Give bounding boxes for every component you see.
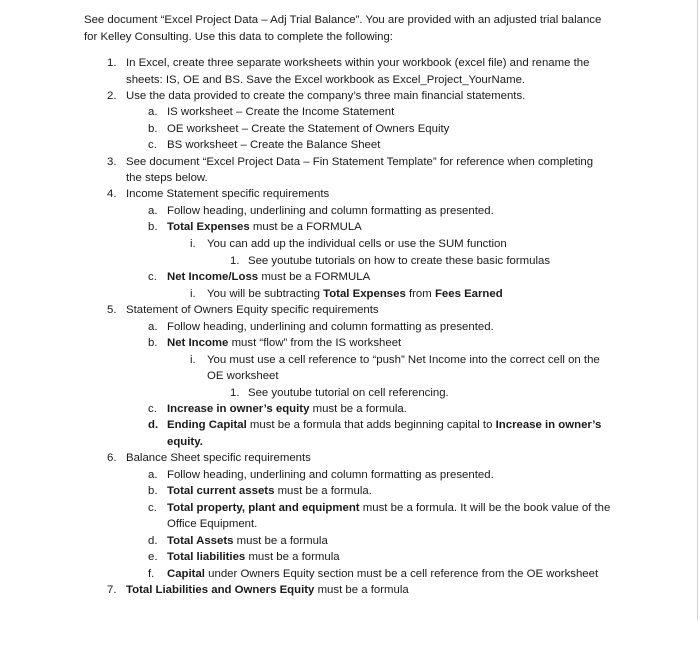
bold-term: Total Liabilities and Owners Equity xyxy=(126,584,315,596)
list-item-text xyxy=(126,582,409,599)
text-run: See youtube tutorial on cell referencing. xyxy=(248,387,449,399)
list-marker: 3. xyxy=(107,156,117,168)
list-marker: a. xyxy=(148,469,158,481)
text-run: must be a formula xyxy=(245,551,340,563)
bold-term: Increase in owner’s equity xyxy=(167,403,310,415)
bold-term: Total current assets xyxy=(167,485,275,497)
list-item-text xyxy=(167,483,372,500)
list-item-text xyxy=(126,186,329,203)
text-run: must be a formula xyxy=(314,584,409,596)
list-marker: 4. xyxy=(107,188,117,200)
list-marker: b. xyxy=(148,337,158,349)
text-run: You must use a cell reference to “push” Net Income into the correct cell on the xyxy=(207,354,600,366)
list-marker: 6. xyxy=(107,452,117,464)
list-item-text xyxy=(167,104,394,121)
list-item-text xyxy=(207,352,600,369)
list-marker: d. xyxy=(148,419,159,431)
bold-term: Net Income/Loss xyxy=(167,271,259,283)
text-run: Income Statement specific requirements xyxy=(126,188,330,200)
bold-term: Total Expenses xyxy=(323,288,406,300)
list-marker: i. xyxy=(190,238,196,250)
bold-term: Net Income xyxy=(167,337,229,349)
text-run: must be a formula that adds beginning capital to xyxy=(246,419,496,431)
text-run: In Excel, create three separate worksheets within your workbook (excel file) and rename the xyxy=(126,57,590,69)
list-marker: a. xyxy=(148,321,158,333)
list-marker: 2. xyxy=(107,90,117,102)
list-marker: 1. xyxy=(107,57,117,69)
text-run: Follow heading, underlining and column formatting as presented. xyxy=(167,469,494,481)
intro-line: for Kelley Consulting. Use this data to complete the following: xyxy=(84,31,393,43)
text-run: OE worksheet – Create the Statement of Owners Equity xyxy=(167,123,450,135)
list-item-text xyxy=(167,467,494,484)
list-item-text xyxy=(207,236,507,253)
list-marker: b. xyxy=(148,221,158,233)
list-item-text xyxy=(167,319,494,336)
list-item-text xyxy=(126,450,311,467)
text-run: must be a formula xyxy=(233,535,328,547)
list-item-text xyxy=(126,55,589,72)
list-marker: c. xyxy=(148,502,157,514)
list-item-text xyxy=(207,286,503,303)
text-run: OE worksheet xyxy=(207,370,279,382)
bold-term: Total property, plant and equipment xyxy=(167,502,360,514)
list-marker: c. xyxy=(148,403,157,415)
text-run: Follow heading, underlining and column formatting as presented. xyxy=(167,321,494,333)
list-item-text xyxy=(167,121,449,138)
text-run: You will be subtracting xyxy=(207,288,324,300)
list-item-text xyxy=(167,549,340,566)
list-item-text xyxy=(167,500,610,517)
list-item-text xyxy=(126,170,208,187)
list-marker: d. xyxy=(148,535,158,547)
list-item-text xyxy=(167,516,257,533)
text-run: Follow heading, underlining and column formatting as presented. xyxy=(167,205,494,217)
page-edge-divider xyxy=(697,0,698,620)
bold-term: Ending Capital xyxy=(167,419,247,431)
list-marker: i. xyxy=(190,354,196,366)
list-item-text xyxy=(167,401,407,418)
text-run: from xyxy=(405,288,435,300)
bold-term: Total Assets xyxy=(167,535,234,547)
list-item-text xyxy=(167,335,401,352)
list-marker: 1. xyxy=(230,387,240,399)
bold-term: Increase in owner’s xyxy=(495,419,602,431)
list-item-text xyxy=(248,385,449,402)
list-marker: c. xyxy=(148,271,157,283)
bold-term: Fees Earned xyxy=(434,288,503,300)
list-marker: a. xyxy=(148,205,158,217)
list-item-text xyxy=(167,219,362,236)
list-item-text xyxy=(207,368,279,385)
text-run: See youtube tutorials on how to create these basic formulas xyxy=(248,255,551,267)
list-marker: 7. xyxy=(107,584,117,596)
list-marker: 5. xyxy=(107,304,117,316)
list-item-text xyxy=(126,154,593,171)
list-marker: f. xyxy=(148,568,155,580)
list-item-text xyxy=(248,253,550,270)
text-run: See document “Excel Project Data – Fin Statement Template” for reference when completing xyxy=(126,156,594,168)
text-run: BS worksheet – Create the Balance Sheet xyxy=(167,139,381,151)
list-item-text xyxy=(167,203,494,220)
text-run: must be a formula. It will be the book value of the xyxy=(359,502,611,514)
list-marker: 1. xyxy=(230,255,240,267)
text-run: must be a FORMULA xyxy=(258,271,371,283)
list-item-text xyxy=(167,434,203,451)
text-run: must be a formula. xyxy=(274,485,372,497)
bold-term: equity. xyxy=(167,436,203,448)
text-run: under Owners Equity section must be a cell reference from the OE worksheet xyxy=(204,568,599,580)
bold-term: Capital xyxy=(167,568,205,580)
list-item-text xyxy=(167,566,598,583)
list-item-text xyxy=(126,72,525,89)
text-run: Office Equipment. xyxy=(167,518,258,530)
list-marker: c. xyxy=(148,139,157,151)
text-run: must be a FORMULA xyxy=(249,221,362,233)
list-item-text xyxy=(167,533,328,550)
text-run: must be a formula. xyxy=(309,403,407,415)
text-run: the steps below. xyxy=(126,172,208,184)
list-marker: i. xyxy=(190,288,196,300)
text-run: IS worksheet – Create the Income Statement xyxy=(167,106,395,118)
list-item-text xyxy=(167,417,601,434)
text-run: You can add up the individual cells or use the SUM function xyxy=(207,238,507,250)
bold-term: Total Expenses xyxy=(167,221,250,233)
list-item-text xyxy=(167,269,370,286)
text-run: Use the data provided to create the company’s three main financial statements. xyxy=(126,90,526,102)
list-item-text xyxy=(126,302,379,319)
text-run: sheets: IS, OE and BS. Save the Excel workbook as Excel_Project_YourName. xyxy=(126,74,526,86)
list-marker: e. xyxy=(148,551,158,563)
list-item-text xyxy=(126,88,525,105)
text-run: must “flow” from the IS worksheet xyxy=(228,337,402,349)
bold-term: Total liabilities xyxy=(167,551,246,563)
list-marker: b. xyxy=(148,485,158,497)
text-run: Balance Sheet specific requirements xyxy=(126,452,311,464)
list-marker: a. xyxy=(148,106,158,118)
intro-line: See document “Excel Project Data – Adj Trial Balance”. You are provided with an adjusted trial balance xyxy=(84,14,602,26)
text-run: Statement of Owners Equity specific requirements xyxy=(126,304,379,316)
list-marker: b. xyxy=(148,123,158,135)
list-item-text xyxy=(167,137,380,154)
